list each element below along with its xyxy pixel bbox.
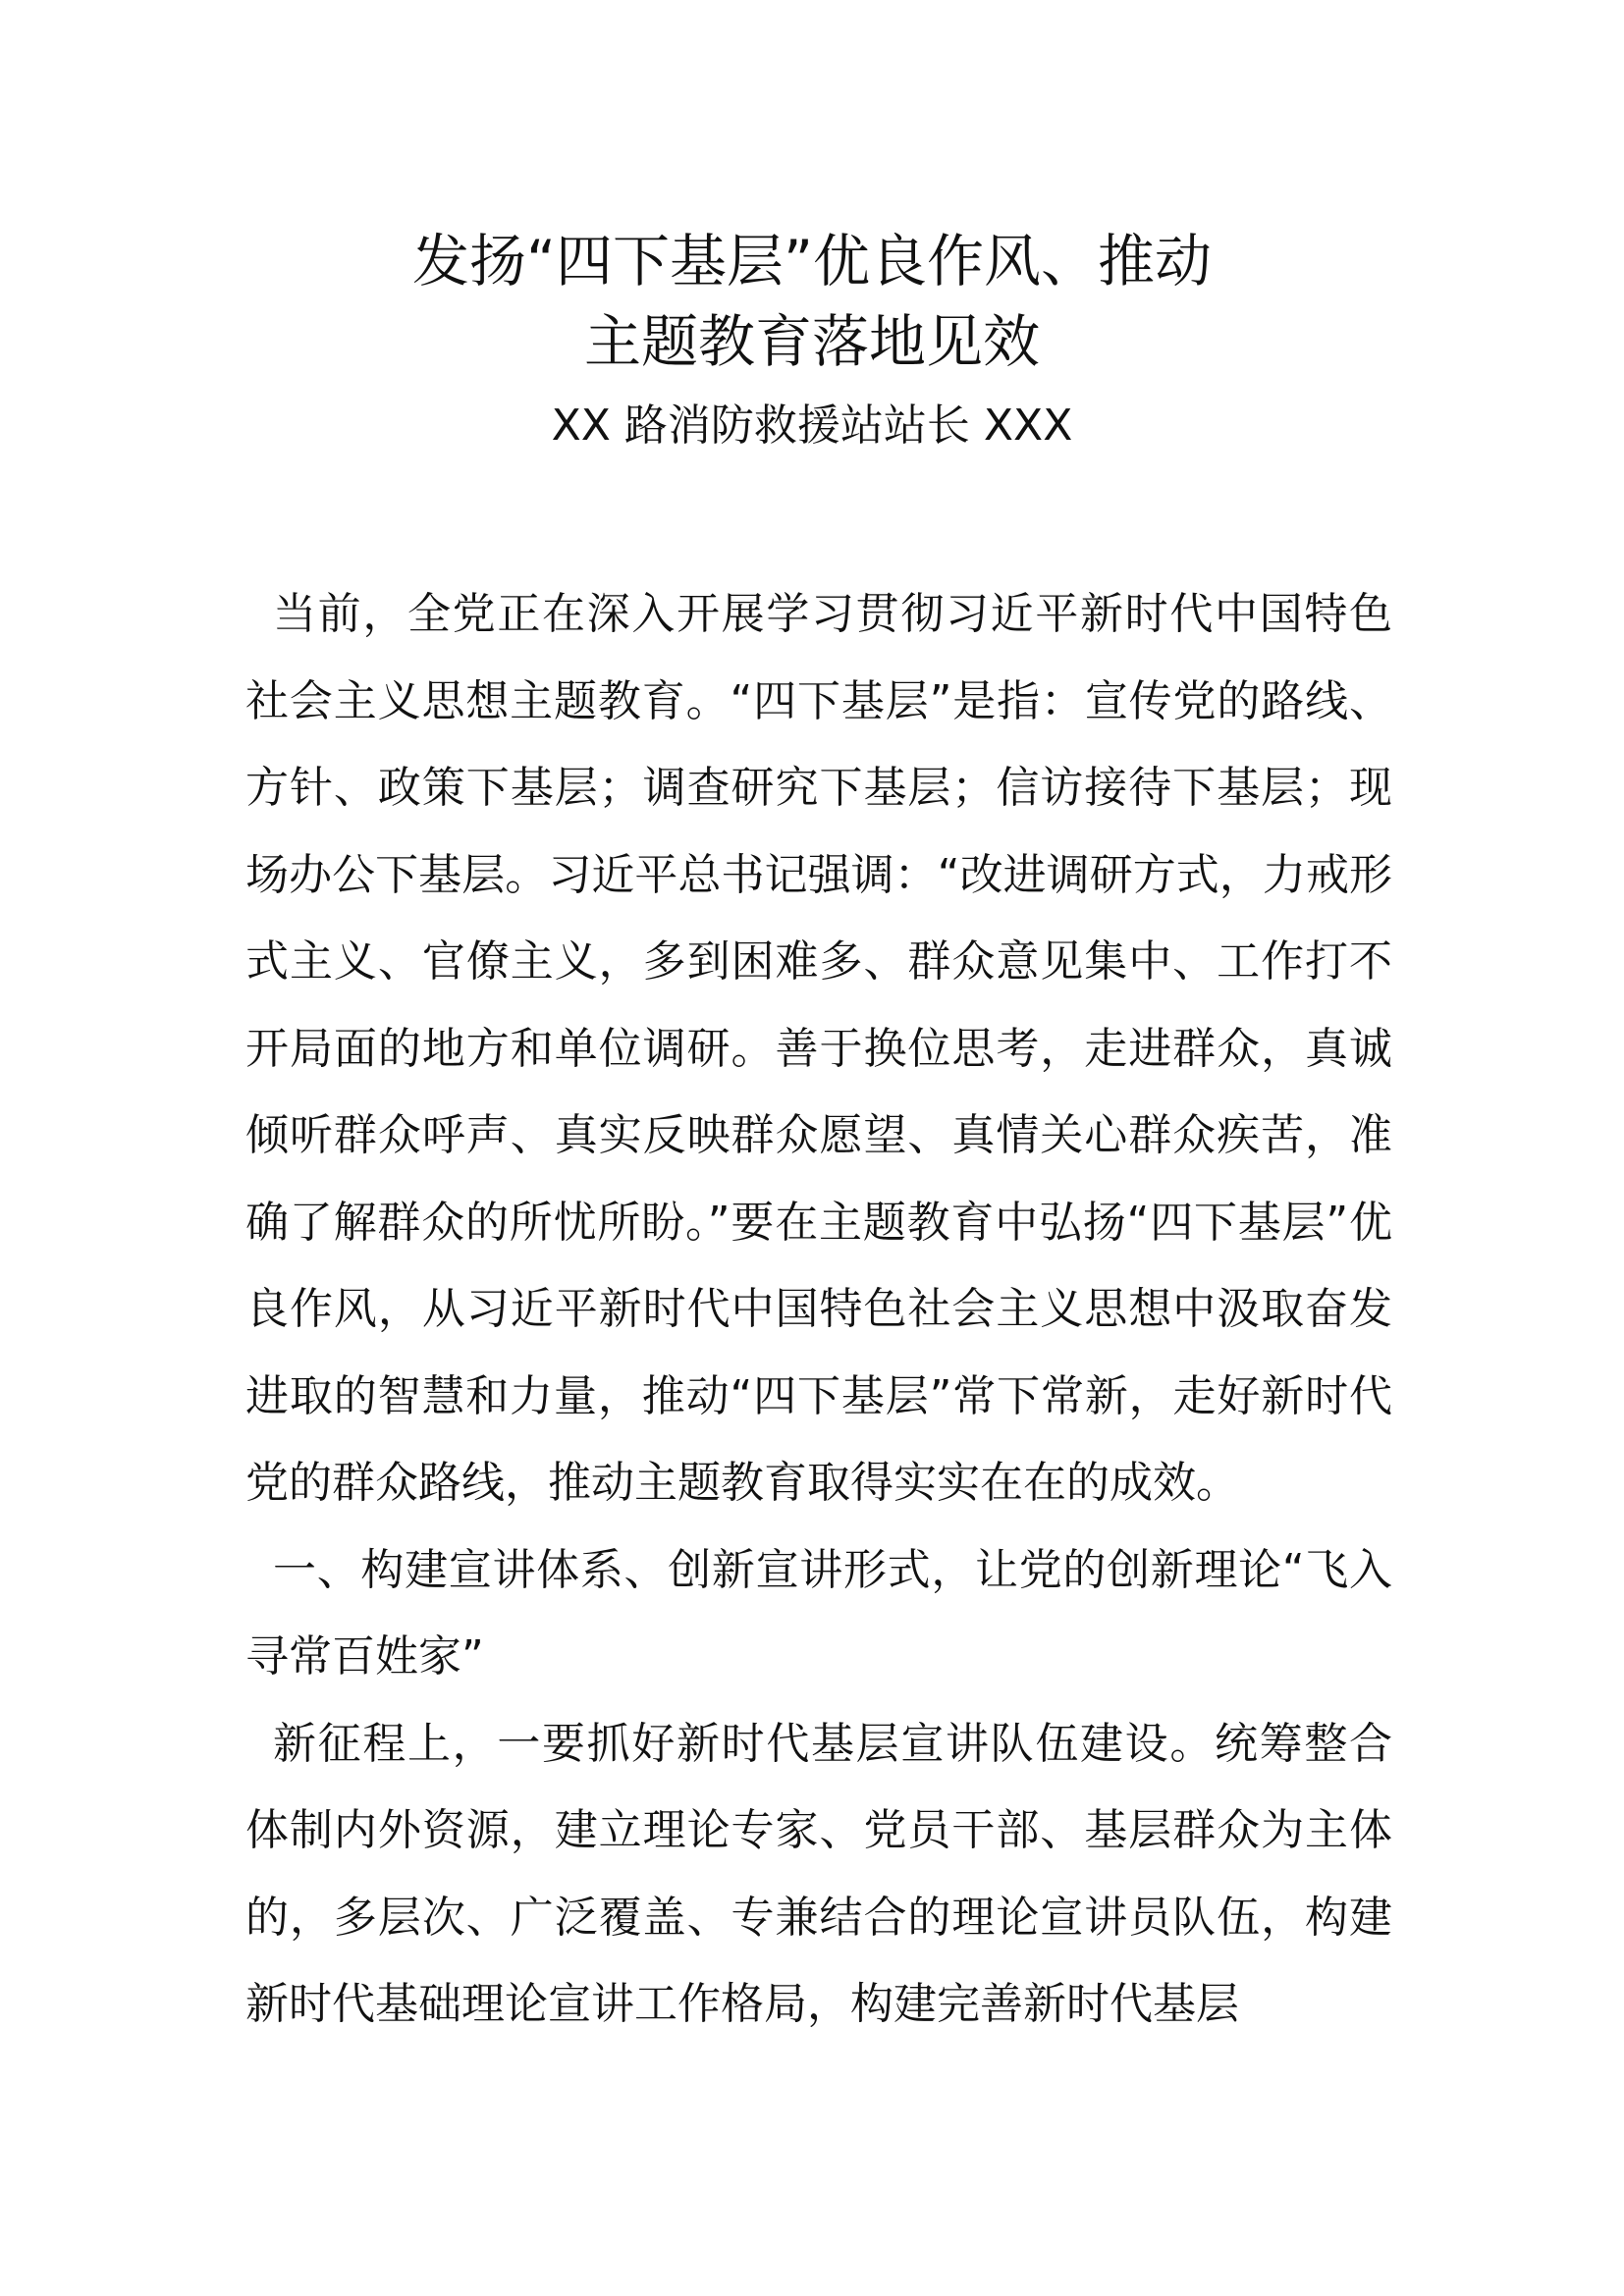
section-heading-1: 一、构建宣讲体系、创新宣讲形式，让党的创新理论“飞入寻常百姓家” bbox=[245, 1544, 1392, 1682]
document-title-line-2: 主题教育落地见效 bbox=[583, 308, 1040, 375]
paragraph-section-1: 新征程上，一要抓好新时代基层宣讲队伍建设。统筹整合体制内外资源，建立理论专家、党员干部、基层群众为主体的，多层次、广泛覆盖、专兼结合的理论宣讲员队伍，构建新时代基础理论宣讲工作格局，构建完善新时代基层 bbox=[245, 1718, 1392, 2029]
document-body bbox=[245, 571, 1392, 2049]
paragraph-intro: 当前，全党正在深入开展学习贯彻习近平新时代中国特色社会主义思想主题教育。“四下基层”是指：宣传党的路线、方针、政策下基层；调查研究下基层；信访接待下基层；现场办公下基层。习近平总书记强调：“改进调研方式，力戒形式主义、官僚主义，多到困难多、群众意见集中、工作打不开局面的地方和单位调研。善于换位思考，走进群众，真诚倾听群众呼声、真实反映群众愿望、真情关心群众疾苦，准确了解群众的所忧所盼。”要在主题教育中弘扬“四下基层”优良作风，从习近平新时代中国特色社会主义思想中汲取奋发进取的智慧和力量，推动“四下基层”常下常新，走好新时代党的群众路线，推动主题教育取得实实在在的成效。 bbox=[245, 589, 1392, 1508]
document-title-line-1: 发扬“四下基层”优良作风、推动 bbox=[411, 228, 1213, 294]
author-byline: XX 路消防救援站站长 XXX bbox=[551, 400, 1073, 451]
